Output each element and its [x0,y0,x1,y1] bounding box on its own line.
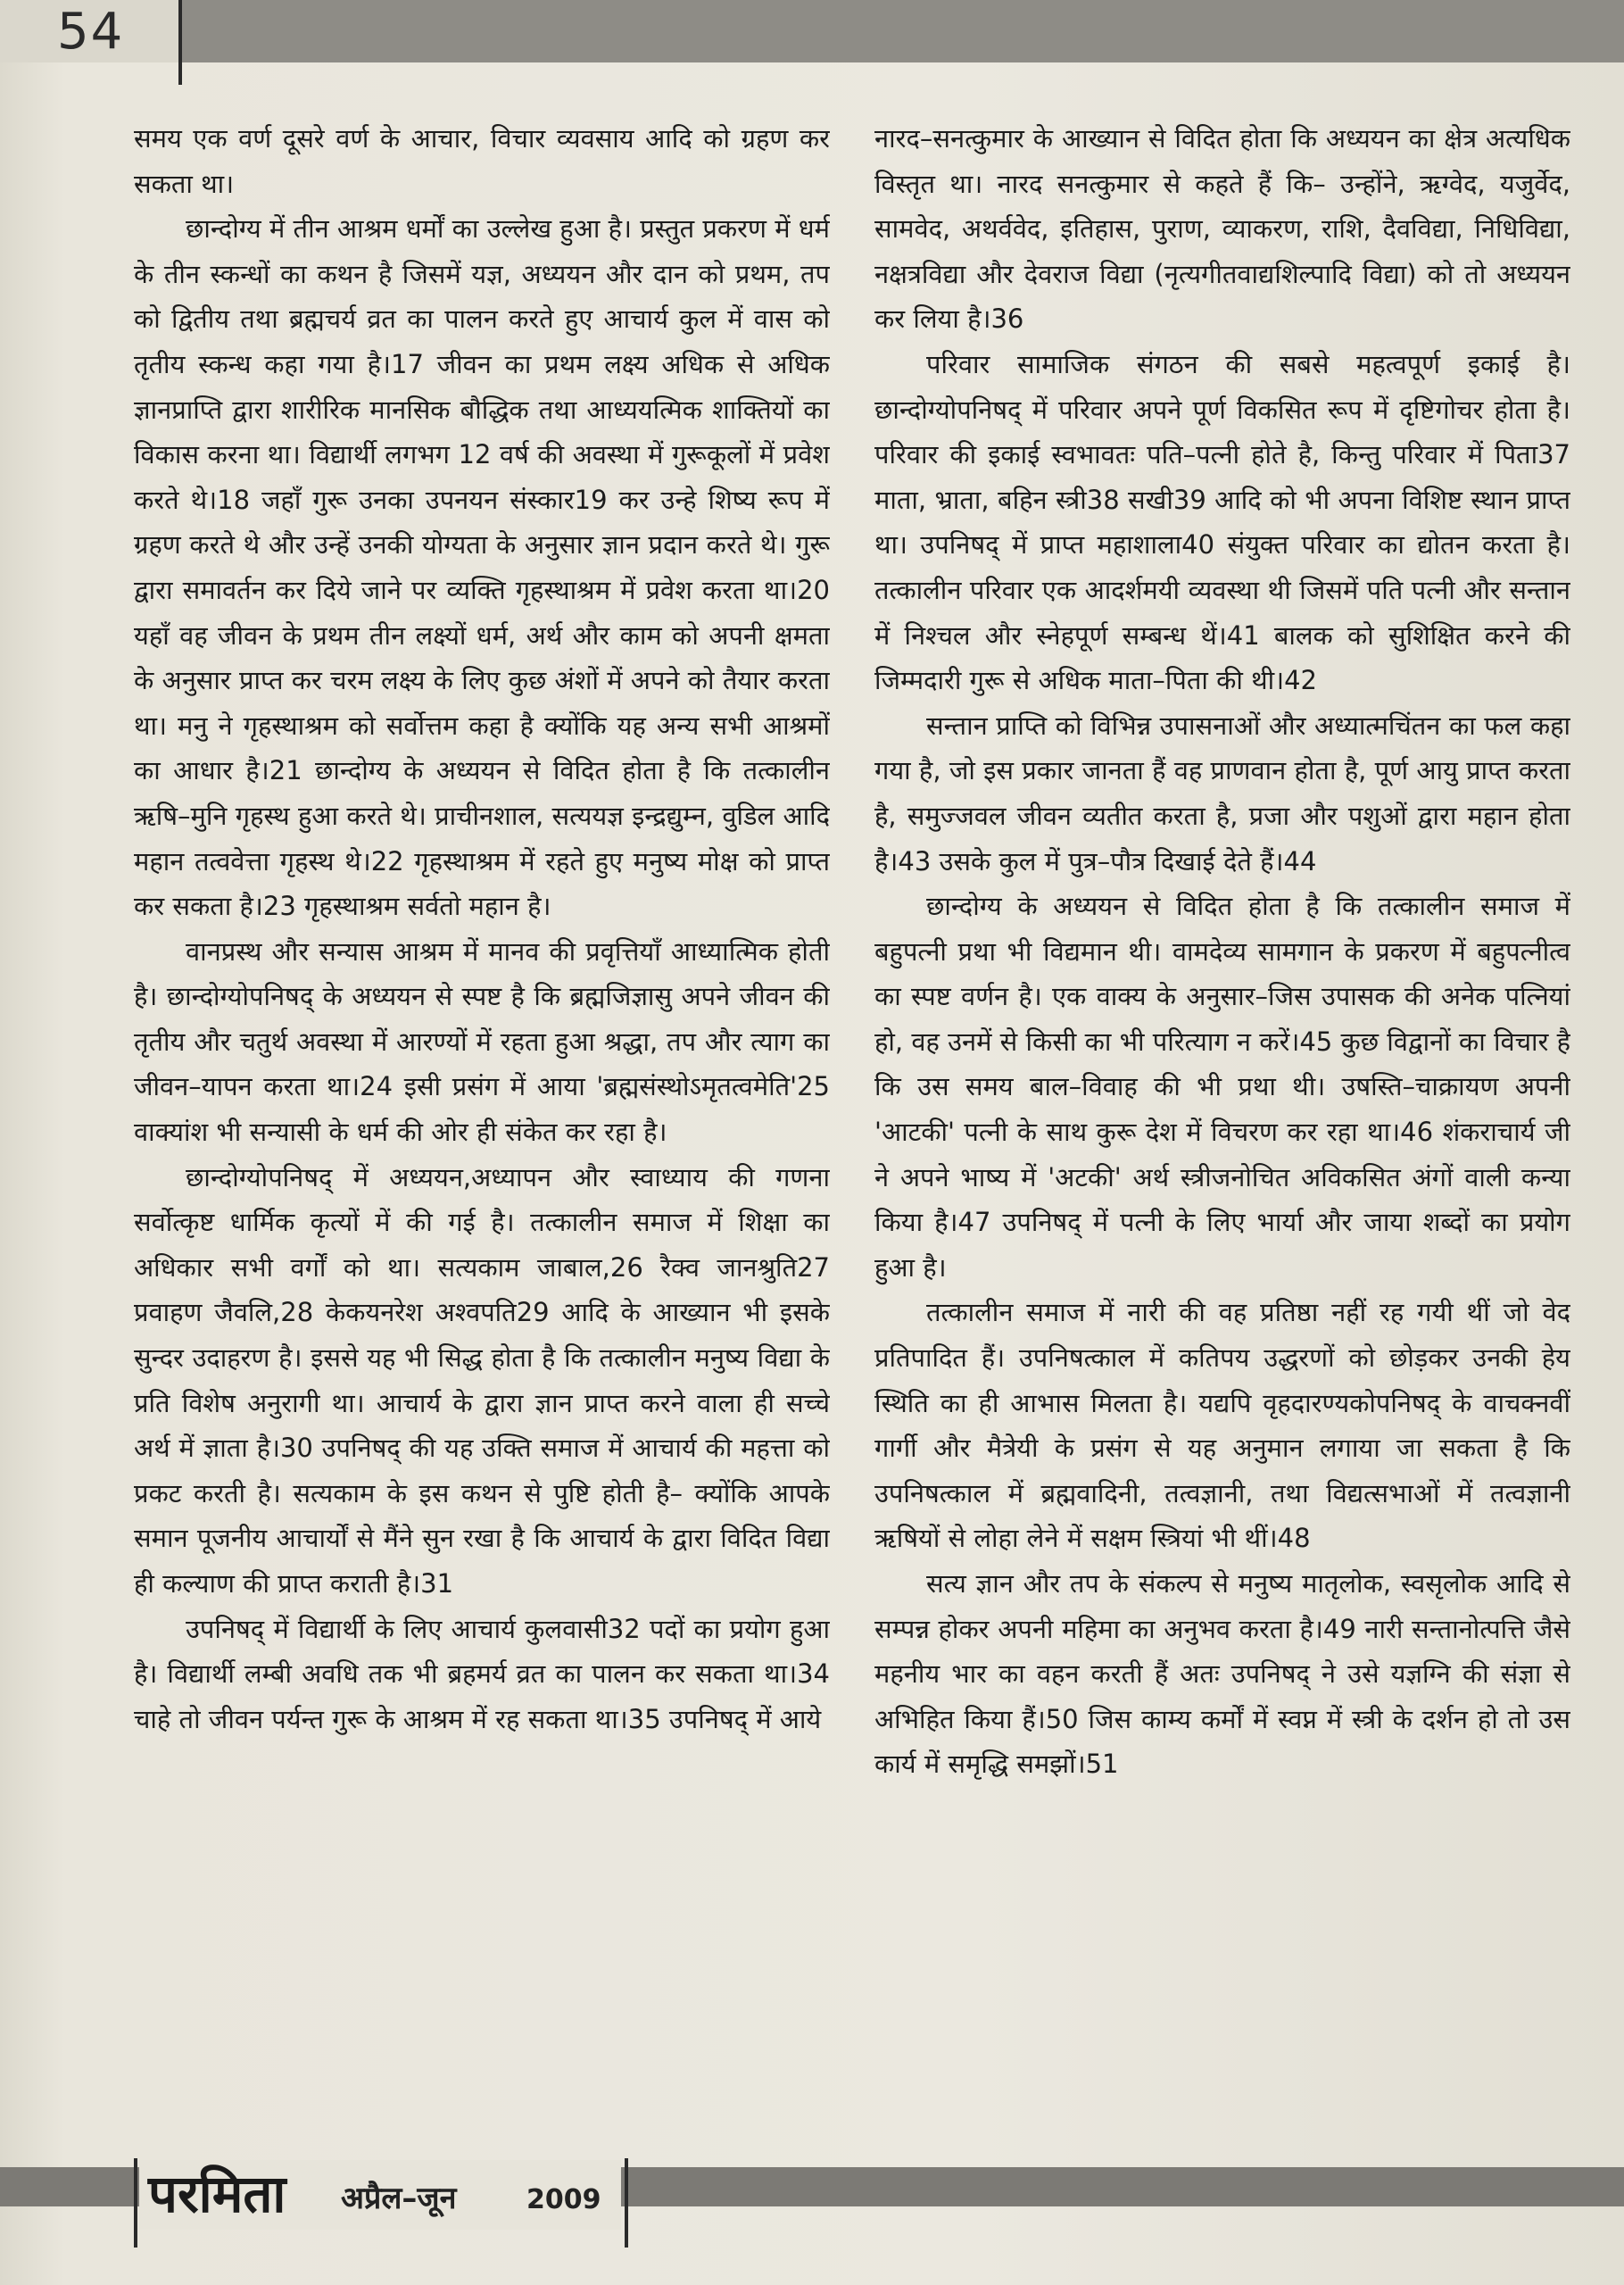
issue-year: 2009 [526,2184,601,2215]
paragraph: उपनिषद् में विद्यार्थी के लिए आचार्य कुलवासी32 पदों का प्रयोग हुआ है। विद्यार्थी लम्बी अवधि तक भी ब्रहमर्य व्रत का पालन कर सकता था।34 चाहे तो जीवन पर्यन्त गुरू के आश्रम में रह सकता था।35 उपनिषद् में आये [134,1613,830,1734]
paragraph: छान्दोग्य में तीन आश्रम धर्मों का उल्लेख हुआ है। प्रस्तुत प्रकरण में धर्म के तीन स्कन्धों का कथन है जिसमें यज्ञ, अध्ययन और दान को प्रथम, तप को द्वितीय तथा ब्रह्मचर्य व्रत का पालन करते हुए आचार्य कुल में वास को तृतीय स्कन्ध कहा गया है।17 जीवन का प्रथम लक्ष्य अधिक से अधिक ज्ञानप्राप्ति द्वारा शारीरिक मानसिक बौद्धिक तथा आध्ययत्मिक शाक्तियों का विकास करना था। विद्यार्थी लगभग 12 वर्ष की अवस्था में गुरूकूलों में प्रवेश करते थे।18 जहाँ गुरू उनका उपनयन संस्कार19 कर उन्हे शिष्य रूप में ग्रहण करते थे और उन्हें उनकी योग्यता के अनुसार ज्ञान प्रदान करते थे। गुरू द्वारा समावर्तन कर दिये जाने पर व्यक्ति गृहस्थाश्रम में प्रवेश करता था।20 यहाँ वह जीवन के प्रथम तीन लक्ष्यों धर्म, अर्थ और काम को अपनी क्षमता के अनुसार प्राप्त कर चरम लक्ष्य के लिए कुछ अंशों में अपने को तैयार करता था। मनु ने गृहस्थाश्रम को सर्वोत्तम कहा है क्योंकि यह अन्य सभी आश्रमों का आधार है।21 छान्दोग्य के अध्ययन से विदित होता है कि तत्कालीन ऋषि–मुनि गृहस्थ हुआ करते थे। प्राचीनशाल, सत्ययज्ञ इन्द्रद्युम्न, वुडिल आदि महान तत्ववेत्ता गृहस्थ थे।22 गृहस्थाश्रम में रहते हुए मनुष्य मोक्ष को प्राप्त कर सकता है।23 गृहस्थाश्रम सर्वतो महान है। [134,213,830,922]
issue-months: अप्रैल–जून [341,2181,457,2216]
magazine-logo: परमिता [148,2164,286,2224]
paragraph: सत्य ज्ञान और तप के संकल्प से मनुष्य मातृलोक, स्वसृलोक आदि से सम्पन्न होकर अपनी महिमा का अनुभव करता है।49 नारी सन्तानोत्पत्ति जैसे महनीय भार का वहन करती हैं अतः उपनिषद् ने उसे यज्ञग्नि की संज्ञा से अभिहित किया हैं।50 जिस काम्य कर्मों में स्वप्न में स्त्री के दर्शन हो तो उस कार्य में समृद्धि समझों।51 [874,1568,1570,1780]
left-column [134,116,830,2160]
page-number: 54 [0,0,178,62]
paragraph: नारद–सनत्कुमार के आख्यान से विदित होता कि अध्ययन का क्षेत्र अत्यधिक विस्तृत था। नारद सनत्कुमार से कहते हैं कि– उन्होंने, ऋग्वेद, यजुर्वेद, सामवेद, अथर्ववेद, इतिहास, पुराण, व्याकरण, राशि, दैवविद्या, निधिविद्या, नक्षत्रविद्या और देवराज विद्या (नृत्यगीतवाद्यशिल्पादि विद्या) को तो अध्ययन कर लिया है।36 [874,123,1570,335]
paragraph: तत्कालीन समाज में नारी की वह प्रतिष्ठा नहीं रह गयी थीं जो वेद प्रतिपादित हैं। उपनिषत्काल में कतिपय उद्धरणों को छोड़कर उनकी हेय स्थिति का ही आभास मिलता है। यद्यपि वृहदारण्यकोपनिषद् के वाचक्नवीं गार्गी और मैत्रेयी के प्रसंग से यह अनुमान लगाया जा सकता है कि उपनिषत्काल में ब्रह्मवादिनी, तत्वज्ञानी, तथा विद्यत्सभाओं में तत्वज्ञानी ऋषियों से लोहा लेने में सक्षम स्त्रियां भी थीं।48 [874,1297,1570,1554]
footer-divider-left [134,2158,137,2248]
header-bar [0,0,1624,62]
right-column [874,116,1570,2160]
paragraph: वानप्रस्थ और सन्यास आश्रम में मानव की प्रवृत्तियाँ आध्यात्मिक होती है। छान्दोग्योपनिषद् के अध्ययन से स्पष्ट है कि ब्रह्मजिज्ञासु अपने जीवन की तृतीय और चतुर्थ अवस्था में आरण्यों में रहता हुआ श्रद्धा, तप और त्याग का जीवन–यापन करता था।24 इसी प्रसंग में आया 'ब्रह्मसंस्थोऽमृतत्वमेति'25 वाक्यांश भी सन्यासी के धर्म की ओर ही संकेत कर रहा है। [134,935,830,1148]
paragraph: सन्तान प्राप्ति को विभिन्न उपासनाओं और अध्यात्मचिंतन का फल कहा गया है, जो इस प्रकार जानता हैं वह प्राणवान होता है, पूर्ण आयु प्राप्त करता है, समुज्जवल जीवन व्यतीत करता है, प्रजा और पशुओं द्वारा महान होता है।43 उसके कुल में पुत्र–पौत्र दिखाई देते हैं।44 [874,710,1570,877]
header-divider [178,0,182,85]
paragraph: छान्दोग्य के अध्ययन से विदित होता है कि तत्कालीन समाज में बहुपत्नी प्रथा भी विद्यमान थी। वामदेव्य सामगान के प्रकरण में बहुपत्नीत्व का स्पष्ट वर्णन है। एक वाक्य के अनुसार–जिस उपासक की अनेक पत्नियां हो, वह उनमें से किसी का भी परित्याग न करें।45 कुछ विद्वानों का विचार है कि उस समय बाल–विवाह की भी प्रथा थी। उषस्ति–चाक्रायण अपनी 'आटकी' पत्नी के साथ कुरू देश में विचरण कर रहा था।46 शंकराचार्य जी ने अपने भाष्य में 'अटकी' अर्थ स्त्रीजनोचित अविकसित अंगों वाली कन्या किया है।47 उपनिषद् में पत्नी के लिए भार्या और जाया शब्दों का प्रयोग हुआ है। [874,891,1570,1283]
paragraph: समय एक वर्ण दूसरे वर्ण के आचार, विचार व्यवसाय आदि को ग्रहण कर सकता था। [134,123,830,199]
paragraph: छान्दोग्योपनिषद् में अध्ययन,अध्यापन और स्वाध्याय की गणना सर्वोत्कृष्ट धार्मिक कृत्यों में की गई है। तत्कालीन समाज में शिक्षा का अधिकार सभी वर्गों को था। सत्यकाम जाबाल,26 रैक्व जानश्रुति27 प्रवाहण जैवलि,28 केकयनरेश अश्वपति29 आदि के आख्यान भी इसके सुन्दर उदाहरण है। इससे यह भी सिद्ध होता है कि तत्कालीन मनुष्य विद्या के प्रति विशेष अनुरागी था। आचार्य के द्वारा ज्ञान प्राप्त करने वाला ही सच्चे अर्थ में ज्ञाता है।30 उपनिषद् की यह उक्ति समाज में आचार्य की महत्ता को प्रकट करती है। सत्यकाम के इस कथन से पुष्टि होती है– क्योंकि आपके समान पूजनीय आचार्यों से मैंने सुन रखा है कि आचार्य के द्वारा विदित विद्या ही कल्याण की प्राप्त कराती है।31 [134,1161,830,1599]
footer-divider-right [625,2158,628,2248]
paragraph: परिवार सामाजिक संगठन की सबसे महत्वपूर्ण इकाई है। छान्दोग्योपनिषद् में परिवार अपने पूर्ण विकसित रूप में दृष्टिगोचर होता है। परिवार की इकाई स्वभावतः पति–पत्नी होते है, किन्तु परिवार में पिता37 माता, भ्राता, बहिन स्त्री38 सखी39 आदि को भी अपना विशिष्ट स्थान प्राप्त था। उपनिषद् में प्राप्त महाशाला40 संयुक्त परिवार का द्योतन करता है। तत्कालीन परिवार एक आदर्शमयी व्यवस्था थी जिसमें पति पत्नी और सन्तान में निश्चल और स्नेहपूर्ण सम्बन्ध थें।41 बालक को सुशिक्षित करने की जिम्मदारी गुरू से अधिक माता–पिता की थी।42 [874,348,1570,696]
